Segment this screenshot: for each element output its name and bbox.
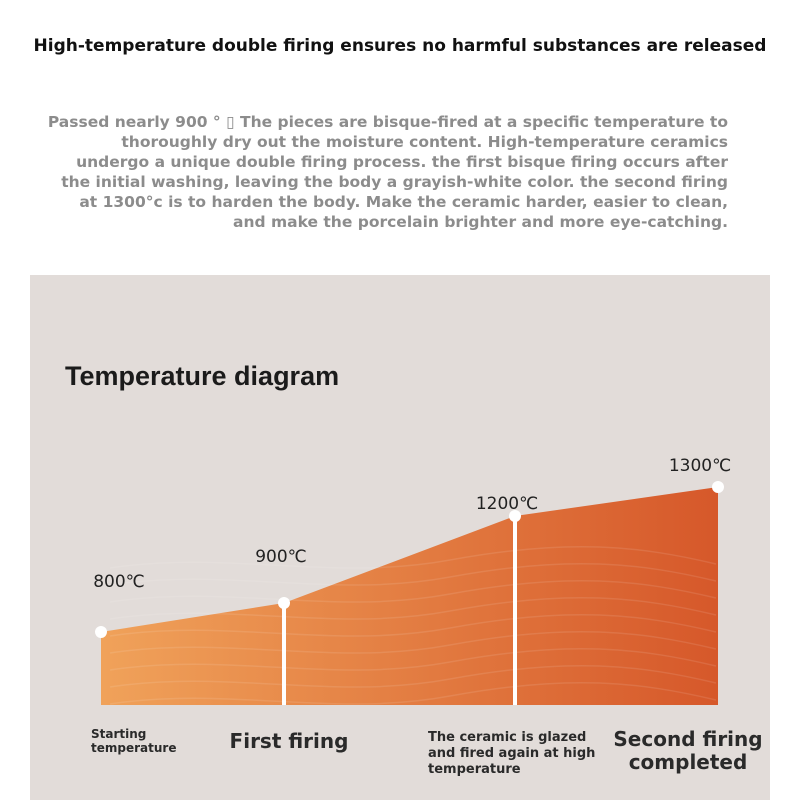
- headline: High-temperature double firing ensures no harmful substances are released: [33, 36, 767, 56]
- stage-label: and fired again at high: [428, 746, 596, 761]
- description-line: thoroughly dry out the moisture content. High-temperature ceramics: [121, 133, 728, 151]
- stage-label: First firing: [229, 729, 349, 753]
- description-line: and make the porcelain brighter and more eye-catching.: [232, 213, 728, 231]
- value-label: 900℃: [255, 547, 307, 567]
- value-label: 800℃: [93, 572, 145, 592]
- description-line: at 1300°c is to harden the body. Make the ceramic harder, easier to clean,: [79, 193, 728, 211]
- description-line: Passed nearly 900 ° ▯ The pieces are bisque-fired at a specific temperature to: [47, 113, 728, 131]
- data-point: [278, 597, 290, 609]
- data-point: [95, 626, 107, 638]
- stage-label: The ceramic is glazed: [428, 730, 587, 745]
- stage-label: Second firing: [613, 727, 763, 751]
- value-label: 1200℃: [475, 494, 539, 514]
- stage-label: Starting: [91, 727, 147, 741]
- stage-label: temperature: [91, 741, 177, 755]
- stage-label: temperature: [428, 762, 521, 777]
- stage-label: completed: [628, 750, 748, 774]
- data-point: [712, 481, 724, 493]
- description-line: undergo a unique double firing process. the first bisque firing occurs after: [76, 153, 728, 171]
- value-label: 1300℃: [668, 456, 732, 476]
- description-line: the initial washing, leaving the body a grayish-white color. the second firing: [61, 173, 728, 191]
- chart-title: Temperature diagram: [65, 361, 340, 391]
